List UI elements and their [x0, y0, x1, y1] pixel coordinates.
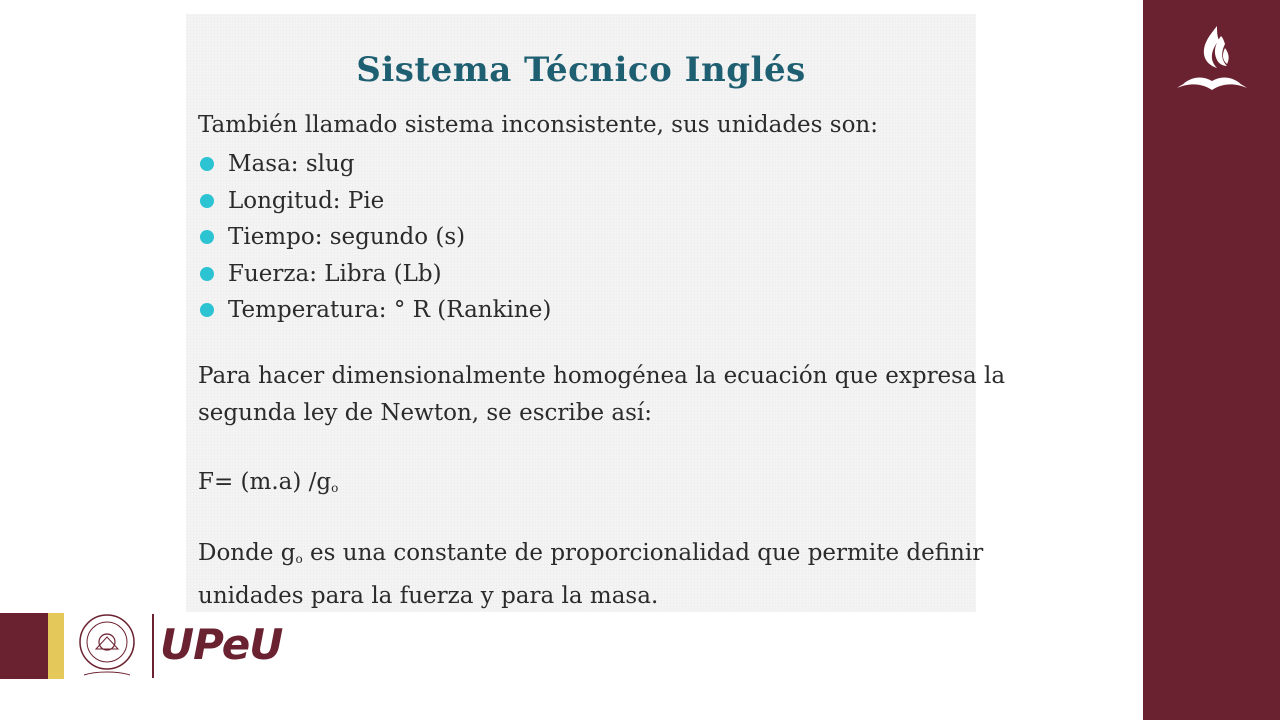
units-list — [198, 146, 551, 329]
content-card — [186, 14, 1006, 612]
constant-subscript: o — [295, 552, 303, 566]
university-wordmark: UPeU — [160, 620, 283, 669]
bullet-dot-icon — [200, 157, 214, 171]
formula-main: F= (m.a) /g — [198, 469, 332, 495]
intro-text: También llamado sistema inconsistente, sus unidades son: — [198, 112, 878, 138]
paragraph-line: unidades para la fuerza y para la masa. — [198, 583, 659, 609]
list-item: Masa: slug — [198, 146, 551, 183]
formula — [198, 464, 338, 507]
brand-gold-block — [48, 613, 64, 679]
list-item: Fuerza: Libra (Lb) — [198, 256, 551, 293]
brand-divider — [152, 614, 154, 678]
list-item: Tiempo: segundo (s) — [198, 219, 551, 256]
slide-title: Sistema Técnico Inglés — [356, 50, 806, 90]
paragraph-line: segunda ley de Newton, se escribe así: — [198, 400, 653, 426]
right-sidebar-band — [1143, 0, 1280, 720]
constant-paragraph — [198, 535, 983, 615]
formula-subscript: o — [331, 481, 339, 495]
list-item: Longitud: Pie — [198, 183, 551, 220]
bullet-dot-icon — [200, 267, 214, 281]
newton-paragraph — [198, 358, 1006, 432]
bullet-dot-icon — [200, 303, 214, 317]
list-item: Temperatura: ° R (Rankine) — [198, 292, 551, 329]
brand-maroon-block — [0, 613, 48, 679]
paragraph-line: Donde $g_o$ es una constante de proporcionalidad que permite definir — [198, 540, 984, 566]
paragraph-line: Para hacer dimensionalmente homogénea la ecuación que expresa la — [198, 363, 1006, 389]
university-seal-icon — [74, 611, 140, 681]
adventist-flame-bible-icon — [1173, 22, 1251, 98]
bullet-dot-icon — [200, 230, 214, 244]
bullet-dot-icon — [200, 194, 214, 208]
